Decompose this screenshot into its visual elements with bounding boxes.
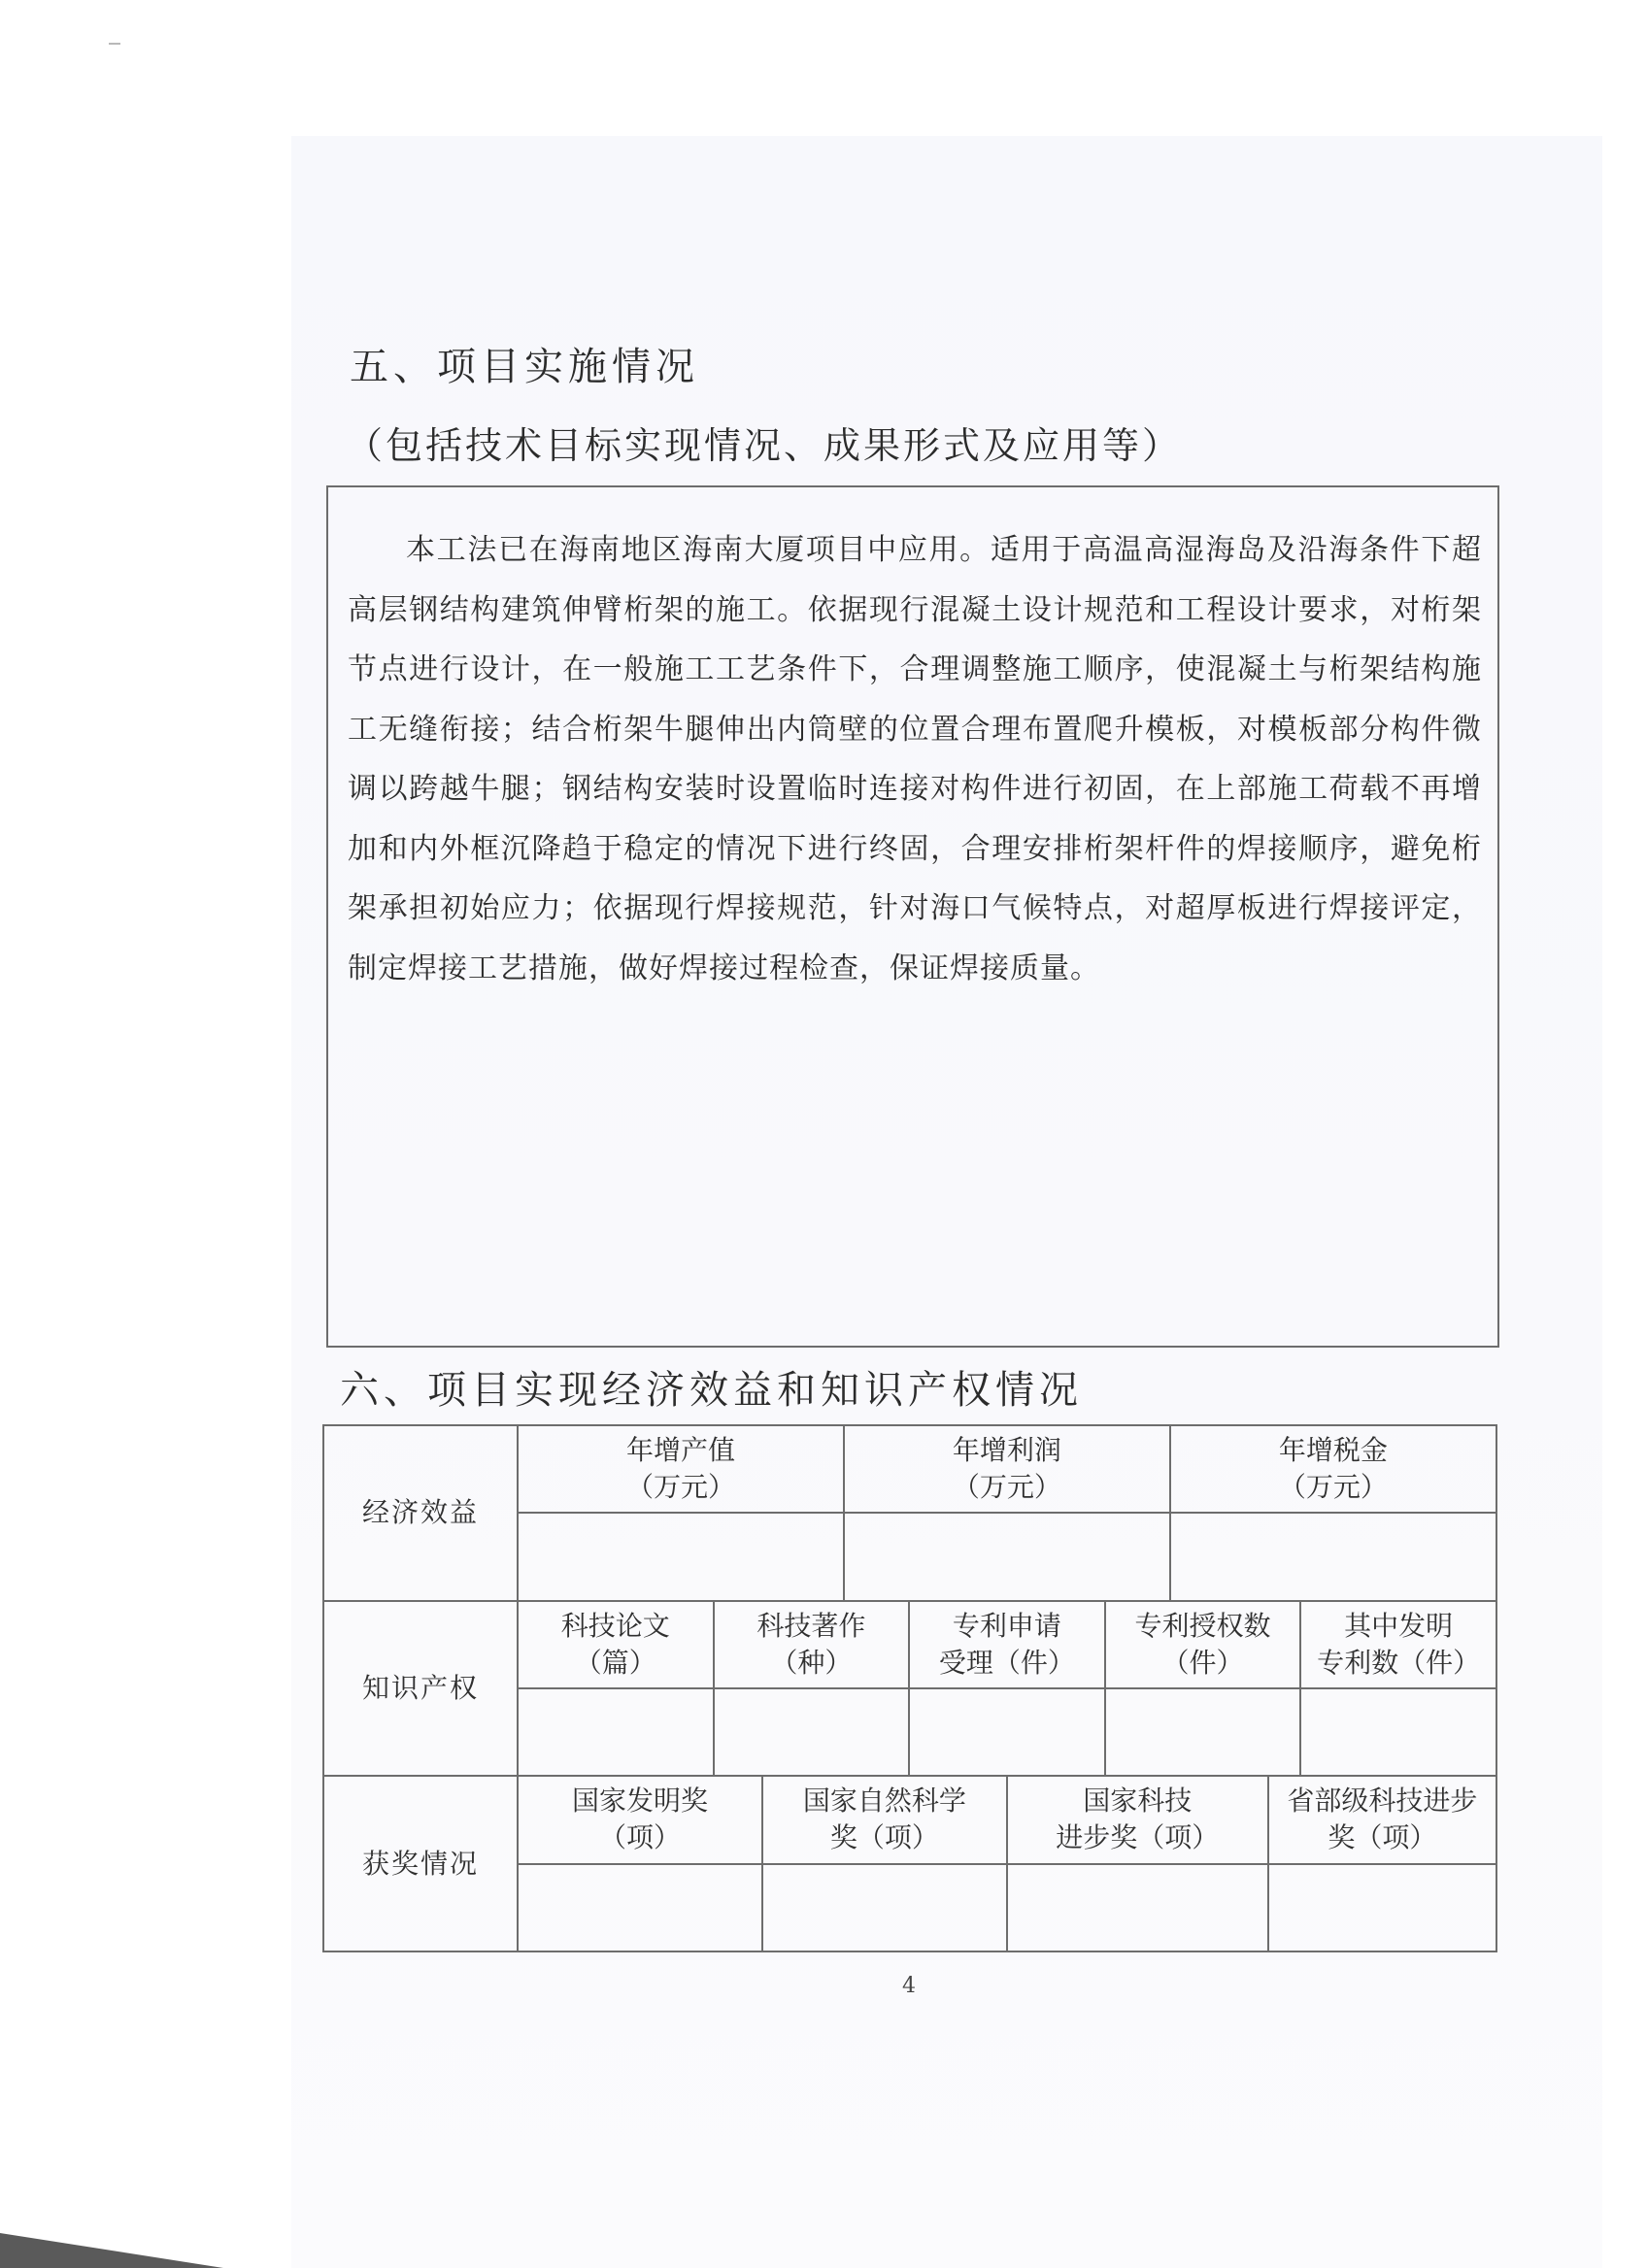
awards-col-natural-science-award bbox=[762, 1776, 1007, 1863]
awards-col-provincial-progress-award bbox=[1268, 1776, 1496, 1863]
section-5-subtitle: （包括技术目标实现情况、成果形式及应用等） bbox=[346, 424, 1183, 467]
header-unit: 进步奖（项） bbox=[1056, 1821, 1220, 1854]
value-cell[interactable] bbox=[1170, 1513, 1496, 1600]
awards-header-row bbox=[323, 1776, 1496, 1863]
header-unit: 奖（项） bbox=[829, 1821, 939, 1854]
awards-label: 获奖情况 bbox=[323, 1776, 518, 1951]
header-line: 国家自然科学 bbox=[802, 1784, 966, 1818]
ip-label: 知识产权 bbox=[323, 1601, 518, 1777]
value-cell[interactable] bbox=[518, 1513, 844, 1600]
header-line: 年增利润 bbox=[952, 1434, 1061, 1467]
header-unit: （万元） bbox=[952, 1471, 1061, 1504]
implementation-paragraph: 本工法已在海南地区海南大厦项目中应用。适用于高温高湿海岛及沿海条件下超高层钢结构建筑伸臂桁架的施工。依据现行混凝土设计规范和工程设计要求，对桁架节点进行设计，在一般施工工艺条件下，合理调整施工顺序，使混凝土与桁架结构施工无缝衔接；结合桁架牛腿伸出内筒壁的位置合理布置爬升模板，对模板部分构件微调以跨越牛腿；钢结构安装时设置临时连接对构件进行初固，在上部施工荷载不再增加和内外框沉降趋于稳定的情况下进行终固，合理安排桁架杆件的焊接顺序，避免桁架承担初始应力；依据现行焊接规范，针对海口气候特点，对超厚板进行焊接评定，制定焊接工艺措施，做好焊接过程检查，保证焊接质量。 bbox=[348, 533, 1482, 985]
header-line: 科技著作 bbox=[756, 1609, 866, 1642]
value-cell[interactable] bbox=[909, 1688, 1105, 1776]
value-cell[interactable] bbox=[1105, 1688, 1301, 1776]
header-line: 国家科技 bbox=[1083, 1784, 1193, 1818]
header-unit: （万元） bbox=[625, 1471, 735, 1504]
header-line: 年增税金 bbox=[1278, 1434, 1388, 1467]
ip-col-patent-applications bbox=[909, 1601, 1105, 1688]
header-line: 专利申请 bbox=[952, 1609, 1061, 1642]
header-line: 专利授权数 bbox=[1134, 1609, 1271, 1642]
value-cell[interactable] bbox=[518, 1864, 762, 1951]
header-unit: （件） bbox=[1161, 1646, 1244, 1679]
value-cell[interactable] bbox=[844, 1513, 1170, 1600]
header-unit: （项） bbox=[598, 1821, 681, 1854]
value-cell[interactable] bbox=[1007, 1864, 1268, 1951]
ip-col-invention-patents bbox=[1300, 1601, 1496, 1688]
section-6-title: 六、项目实现经济效益和知识产权情况 bbox=[340, 1368, 1083, 1413]
header-line: 年增产值 bbox=[625, 1434, 735, 1467]
economic-col-annual-profit bbox=[844, 1425, 1170, 1513]
awards-col-invention-award bbox=[518, 1776, 762, 1863]
header-line: 国家发明奖 bbox=[571, 1784, 708, 1818]
economic-header-row bbox=[323, 1425, 1496, 1513]
economic-benefits-label: 经济效益 bbox=[323, 1425, 518, 1601]
header-unit: （篇） bbox=[574, 1646, 656, 1679]
value-cell[interactable] bbox=[714, 1688, 910, 1776]
ip-header-row bbox=[323, 1601, 1496, 1688]
header-line: 其中发明 bbox=[1344, 1609, 1454, 1642]
ip-col-patents-granted bbox=[1105, 1601, 1301, 1688]
value-cell[interactable] bbox=[518, 1688, 714, 1776]
header-line: 科技论文 bbox=[560, 1609, 670, 1642]
header-unit: （万元） bbox=[1278, 1471, 1388, 1504]
ip-col-papers bbox=[518, 1601, 714, 1688]
scan-mark bbox=[109, 43, 120, 45]
ip-col-monographs bbox=[714, 1601, 910, 1688]
economic-col-annual-output bbox=[518, 1425, 844, 1513]
economic-col-annual-tax bbox=[1170, 1425, 1496, 1513]
value-cell[interactable] bbox=[1268, 1864, 1496, 1951]
benefits-ip-table bbox=[322, 1424, 1497, 1952]
scan-edge-shadow bbox=[0, 2233, 223, 2268]
header-line: 省部级科技进步 bbox=[1287, 1784, 1478, 1818]
value-cell[interactable] bbox=[1300, 1688, 1496, 1776]
implementation-text-box bbox=[326, 485, 1499, 1348]
header-unit: 专利数（件） bbox=[1317, 1646, 1481, 1679]
header-unit: 奖（项） bbox=[1328, 1821, 1437, 1854]
section-5-title: 五、项目实施情况 bbox=[350, 345, 699, 389]
header-unit: 受理（件） bbox=[938, 1646, 1075, 1679]
value-cell[interactable] bbox=[762, 1864, 1007, 1951]
awards-col-national-progress-award bbox=[1007, 1776, 1268, 1863]
header-unit: （种） bbox=[770, 1646, 853, 1679]
page-number: 4 bbox=[902, 1974, 916, 1998]
